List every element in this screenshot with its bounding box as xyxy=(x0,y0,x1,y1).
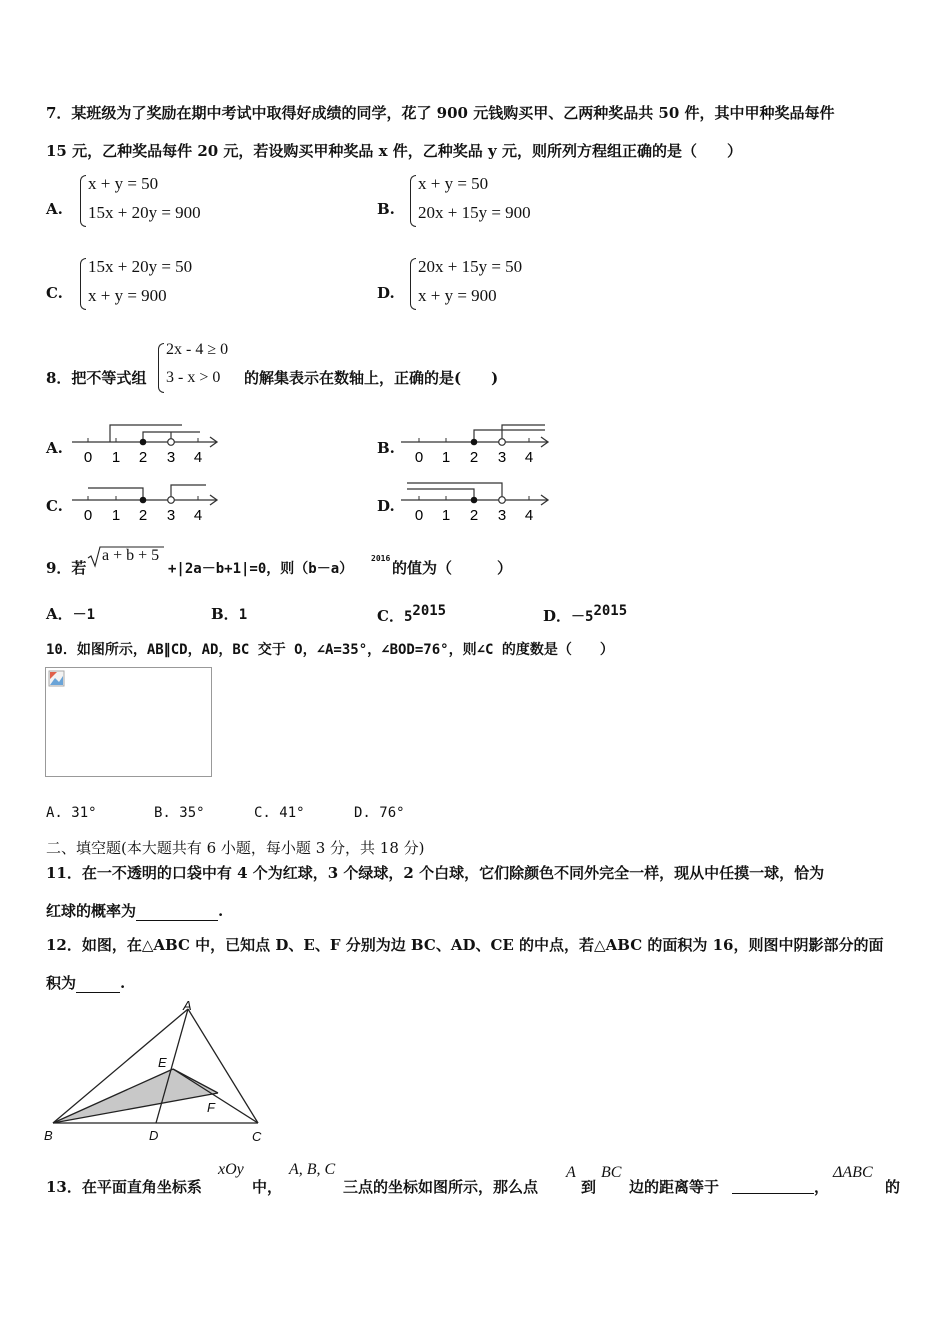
q8-number-line-c[interactable] xyxy=(72,478,222,526)
option-label: A. xyxy=(46,200,63,218)
tick-label: 4 xyxy=(524,449,534,466)
tick-label: 2 xyxy=(138,449,148,466)
equation: x + y = 50 xyxy=(418,174,489,193)
q9-option-b[interactable] xyxy=(211,603,247,624)
tick-label: 0 xyxy=(414,449,424,466)
vertex-label: D xyxy=(149,1128,159,1143)
q13-text: 中， xyxy=(252,1178,283,1196)
tick-label: 1 xyxy=(111,507,121,524)
q12-text: 积为 xyxy=(46,974,77,992)
tick-label: 1 xyxy=(441,507,451,524)
tick-label: 0 xyxy=(414,507,424,524)
answer-blank[interactable] xyxy=(76,974,120,993)
q12-stem-line2 xyxy=(46,972,125,993)
tick-label: 2 xyxy=(469,449,479,466)
option-exponent: 2015 xyxy=(412,603,447,619)
option-value: －5 xyxy=(571,609,594,625)
equation: x + y = 50 xyxy=(88,174,159,193)
q10-stem: 10．如图所示，AB∥CD，AD，BC 交于 O，∠A=35°，∠BOD=76°，则∠C 的度数是（ ） xyxy=(46,642,614,658)
q9-stem-prefix: 9．若 xyxy=(46,559,87,577)
broken-image-placeholder xyxy=(45,667,212,777)
brace-icon xyxy=(80,175,86,227)
inequality: 3 - x > 0 xyxy=(166,369,221,386)
option-exponent: 2015 xyxy=(593,603,628,619)
section-heading: 二、填空题(本大题共有 6 小题，每小题 3 分，共 18 分) xyxy=(46,839,425,857)
option-value: －1 xyxy=(72,607,96,623)
q9-stem-middle: +|2a－b+1|=0，则（b－a） xyxy=(168,561,354,577)
q13-math: A, B, C xyxy=(289,1161,336,1178)
q11-end: . xyxy=(218,902,224,920)
q8-option-label: D. xyxy=(377,497,395,515)
q7-stem-line2: 15 元，乙种奖品每件 20 元，若设购买甲种奖品 x 件，乙种奖品 y 元，则所列方程组正确的是（ ） xyxy=(46,142,742,160)
equation: x + y = 900 xyxy=(88,286,167,305)
q13-text: 到 xyxy=(581,1178,597,1196)
tick-label: 2 xyxy=(138,507,148,524)
vertex-label: A xyxy=(183,998,192,1013)
inequality: 2x - 4 ≥ 0 xyxy=(166,341,229,358)
tick-label: 4 xyxy=(193,449,203,466)
radicand: a + b + 5 xyxy=(102,547,160,564)
tick-label: 0 xyxy=(83,449,93,466)
q8-number-line-b[interactable] xyxy=(401,420,553,468)
option-value: 1 xyxy=(238,607,248,623)
q10-option-b[interactable]: B. 35° xyxy=(154,805,205,821)
vertex-label: F xyxy=(207,1100,215,1115)
tick-label: 3 xyxy=(166,449,176,466)
tick-label: 3 xyxy=(497,507,507,524)
brace-icon xyxy=(410,258,416,310)
q8-option-label: A. xyxy=(46,439,63,457)
vertex-label: B xyxy=(44,1128,53,1143)
option-label: C. xyxy=(46,284,63,302)
answer-blank[interactable] xyxy=(732,1177,814,1194)
option-label: B． xyxy=(211,605,239,623)
broken-image-icon xyxy=(48,670,66,688)
option-label: B. xyxy=(377,200,395,218)
q7-stem-line1: 7．某班级为了奖励在期中考试中取得好成绩的同学，花了 900 元钱购买甲、乙两种奖品共 50 件，其中甲种奖品每件 xyxy=(46,104,835,122)
tick-label: 1 xyxy=(111,449,121,466)
q9-stem-suffix: 的值为（ ） xyxy=(392,559,513,577)
q11-stem-line1: 11．在一不透明的口袋中有 4 个为红球，3 个绿球，2 个白球，它们除颜色不同外完全一样，现从中任摸一球，恰为 xyxy=(46,864,825,882)
q8-option-label: B. xyxy=(377,439,395,457)
q8-stem-suffix: 的解集表示在数轴上，正确的是( ) xyxy=(244,369,499,387)
q8-option-label: C. xyxy=(46,497,63,515)
equation: 15x + 20y = 900 xyxy=(88,203,201,222)
q9-option-a[interactable] xyxy=(46,603,95,624)
option-label: D． xyxy=(543,607,572,625)
q11-stem-line2 xyxy=(46,900,223,921)
brace-icon xyxy=(410,175,416,227)
tick-label: 1 xyxy=(441,449,451,466)
q13-text: ， xyxy=(814,1178,830,1196)
q10-option-d[interactable]: D. 76° xyxy=(354,805,405,821)
q13-math: xOy xyxy=(218,1161,244,1178)
q13-text: 边的距离等于 xyxy=(629,1178,720,1196)
q8-number-line-a[interactable] xyxy=(72,420,222,468)
brace-icon xyxy=(158,343,164,393)
q13-math: A xyxy=(566,1164,576,1181)
q13-math: ΔABC xyxy=(833,1164,873,1181)
equation: 15x + 20y = 50 xyxy=(88,257,193,276)
q13-text: 三点的坐标如图所示，那么点 xyxy=(343,1178,539,1196)
q9-exponent: 2016 xyxy=(371,554,391,563)
q8-stem-prefix: 8．把不等式组 xyxy=(46,369,147,387)
q10-option-c[interactable]: C. 41° xyxy=(254,805,305,821)
q13-stem-prefix: 13．在平面直角坐标系 xyxy=(46,1178,202,1196)
option-label: A． xyxy=(46,605,73,623)
option-value: 5 xyxy=(403,609,413,625)
tick-label: 3 xyxy=(166,507,176,524)
vertex-label: C xyxy=(252,1129,262,1144)
tick-label: 2 xyxy=(469,507,479,524)
q9-option-d[interactable] xyxy=(543,603,627,626)
equation: x + y = 900 xyxy=(418,286,497,305)
q10-option-a[interactable]: A. 31° xyxy=(46,805,97,821)
tick-label: 4 xyxy=(193,507,203,524)
tick-label: 3 xyxy=(497,449,507,466)
q12-stem-line1: 12．如图，在△ABC 中，已知点 D、E、F 分别为边 BC、AD、CE 的中点，若△ABC 的面积为 16，则图中阴影部分的面 xyxy=(46,936,884,954)
tick-label: 0 xyxy=(83,507,93,524)
q9-option-c[interactable] xyxy=(377,603,446,626)
equation: 20x + 15y = 50 xyxy=(418,257,523,276)
equation: 20x + 15y = 900 xyxy=(418,203,531,222)
answer-blank[interactable] xyxy=(136,902,218,921)
q12-end: . xyxy=(120,974,126,992)
vertex-label: E xyxy=(158,1055,167,1070)
option-label: D. xyxy=(377,284,395,302)
option-label: C． xyxy=(377,607,404,625)
q13-math: BC xyxy=(601,1164,622,1181)
shaded-region xyxy=(53,1069,218,1123)
q11-text: 红球的概率为 xyxy=(46,902,137,920)
tick-label: 4 xyxy=(524,507,534,524)
triangle-figure xyxy=(40,998,275,1148)
q13-text: 的 xyxy=(885,1178,901,1196)
brace-icon xyxy=(80,258,86,310)
q8-number-line-d[interactable] xyxy=(401,478,553,526)
